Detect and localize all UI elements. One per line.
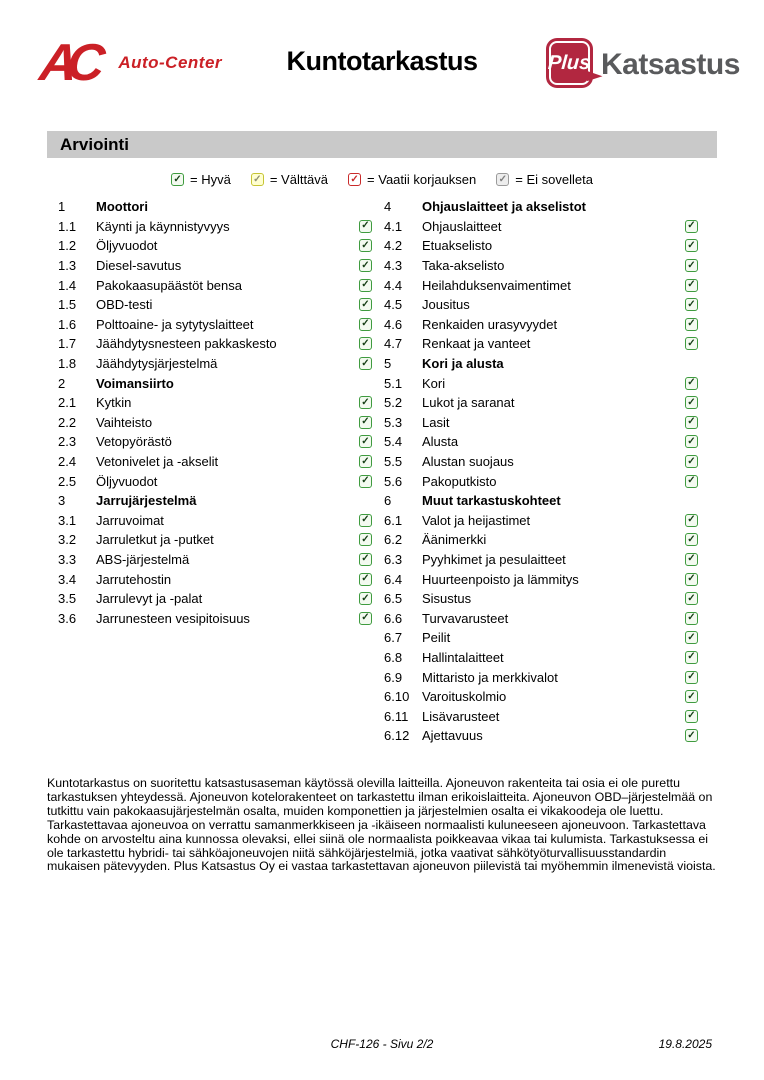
item-number: 3.4 — [58, 571, 77, 587]
item-label: Renkaiden urasyvyydet — [422, 316, 558, 332]
footer-page-number: CHF-126 - Sivu 2/2 — [330, 1037, 434, 1051]
item-number: 5.1 — [384, 375, 403, 391]
checklist-item-row — [58, 550, 372, 570]
item-label: Ohjauslaitteet — [422, 218, 502, 234]
status-cell — [684, 435, 698, 448]
status-cell — [358, 435, 372, 448]
item-number: 2 — [58, 375, 66, 391]
checklist-section-row — [384, 197, 698, 217]
status-cell — [684, 729, 698, 742]
status-cell — [358, 279, 372, 292]
checkbox-hyva-icon: ✓ — [359, 435, 372, 448]
ac-monogram-icon: AC — [36, 34, 98, 92]
item-label: Pakokaasupäästöt bensa — [96, 277, 242, 293]
checklist-item-row — [384, 550, 698, 570]
status-cell — [684, 514, 698, 527]
checklist-section-row — [58, 491, 372, 511]
item-label: Hallintalaitteet — [422, 649, 504, 665]
checklist-item-row — [384, 236, 698, 256]
item-label: Jousitus — [422, 297, 470, 313]
item-label: Ohjauslaitteet ja akselistot — [422, 199, 587, 215]
item-label: Polttoaine- ja sytytyslaitteet — [96, 316, 254, 332]
checklist-item-row — [384, 706, 698, 726]
checkbox-hyva-icon: ✓ — [359, 612, 372, 625]
checklist-item-row — [384, 256, 698, 276]
status-cell — [358, 416, 372, 429]
checklist-item-row — [58, 217, 372, 237]
item-number: 6.10 — [384, 689, 410, 705]
section-title: Arviointi — [60, 134, 129, 154]
item-label: Heilahduksenvaimentimet — [422, 277, 571, 293]
item-label: Pakoputkisto — [422, 473, 497, 489]
checklist-item-row — [58, 236, 372, 256]
item-label: Jarrujärjestelmä — [96, 493, 197, 509]
item-label: Diesel-savutus — [96, 258, 182, 274]
checklist-item-row — [384, 373, 698, 393]
checkbox-hyva-icon: ✓ — [685, 337, 698, 350]
checkbox-hyva-icon: ✓ — [685, 533, 698, 546]
status-cell — [358, 298, 372, 311]
checkbox-hyva-icon: ✓ — [685, 239, 698, 252]
checkbox-hyva-icon: ✓ — [685, 612, 698, 625]
item-label: Käynti ja käynnistyvyys — [96, 218, 230, 234]
item-number: 6.5 — [384, 591, 403, 607]
checkbox-hyva-icon: ✓ — [685, 573, 698, 586]
checkbox-hyva-icon: ✓ — [685, 416, 698, 429]
checklist-section-row — [384, 354, 698, 374]
checkbox-hyva-icon: ✓ — [171, 173, 184, 186]
status-cell — [684, 220, 698, 233]
status-cell — [684, 259, 698, 272]
checklist-item-row — [58, 413, 372, 433]
checklist-item-row — [58, 315, 372, 335]
checklist-item-row — [58, 471, 372, 491]
item-number: 4.7 — [384, 336, 403, 352]
checklist-item-row — [58, 354, 372, 374]
status-cell — [358, 239, 372, 252]
checkbox-hyva-icon: ✓ — [359, 259, 372, 272]
status-cell — [684, 710, 698, 723]
legend — [0, 172, 764, 187]
checklist-item-row — [384, 315, 698, 335]
legend-item-valttava — [251, 172, 328, 187]
item-label: Muut tarkastuskohteet — [422, 493, 561, 509]
checkbox-hyva-icon: ✓ — [359, 298, 372, 311]
item-label: Valot ja heijastimet — [422, 512, 531, 528]
item-number: 4.2 — [384, 238, 403, 254]
item-number: 1.8 — [58, 356, 77, 372]
item-label: Kytkin — [96, 395, 132, 411]
item-number: 1.2 — [58, 238, 77, 254]
item-label: Sisustus — [422, 591, 472, 607]
item-number: 6.7 — [384, 630, 403, 646]
item-number: 3.5 — [58, 591, 77, 607]
status-cell — [684, 396, 698, 409]
item-number: 2.5 — [58, 473, 77, 489]
checklist-item-row — [58, 452, 372, 472]
status-cell — [684, 298, 698, 311]
checklist-item-row — [58, 589, 372, 609]
legend-label-ei-sovelleta: = Ei sovelleta — [515, 172, 593, 187]
item-number: 1.5 — [58, 297, 77, 313]
status-cell — [684, 651, 698, 664]
item-label: ABS-järjestelmä — [96, 551, 190, 567]
checklist-section-row — [58, 197, 372, 217]
item-number: 4.4 — [384, 277, 403, 293]
status-cell — [358, 455, 372, 468]
item-number: 3 — [58, 493, 66, 509]
status-cell — [358, 220, 372, 233]
item-number: 6.3 — [384, 551, 403, 567]
checkbox-hyva-icon: ✓ — [685, 259, 698, 272]
checklist-item-row — [58, 256, 372, 276]
checklist-item-row — [384, 648, 698, 668]
plus-logo-text: Plus — [547, 51, 592, 74]
item-number: 6.12 — [384, 728, 410, 744]
checklist-item-row — [58, 569, 372, 589]
item-number: 5.3 — [384, 414, 403, 430]
status-cell — [684, 318, 698, 331]
status-cell — [358, 533, 372, 546]
item-label: Alusta — [422, 434, 459, 450]
item-label: Vetopyörästö — [96, 434, 172, 450]
item-label: Vetonivelet ja -akselit — [96, 454, 219, 470]
checkbox-hyva-icon: ✓ — [685, 710, 698, 723]
status-cell — [684, 553, 698, 566]
checkbox-hyva-icon: ✓ — [685, 435, 698, 448]
item-number: 4.3 — [384, 258, 403, 274]
item-label: Mittaristo ja merkkivalot — [422, 669, 558, 685]
item-number: 5.6 — [384, 473, 403, 489]
item-label: Lasit — [422, 414, 450, 430]
checkbox-hyva-icon: ✓ — [685, 690, 698, 703]
checklist-item-row — [384, 667, 698, 687]
checkbox-hyva-icon: ✓ — [359, 514, 372, 527]
checkbox-hyva-icon: ✓ — [359, 279, 372, 292]
legend-label-valttava: = Välttävä — [269, 172, 329, 187]
item-number: 1 — [58, 199, 66, 215]
item-label: Kori ja alusta — [422, 356, 504, 372]
checkbox-hyva-icon: ✓ — [685, 279, 698, 292]
item-number: 1.1 — [58, 218, 77, 234]
item-label: Jarrulevyt ja -palat — [96, 591, 203, 607]
status-cell — [358, 592, 372, 605]
item-label: Etuakselisto — [422, 238, 493, 254]
checkbox-hyva-icon: ✓ — [359, 592, 372, 605]
checkbox-hyva-icon: ✓ — [685, 475, 698, 488]
item-number: 6.1 — [384, 512, 403, 528]
item-label: Äänimerkki — [422, 532, 487, 548]
legend-item-ei-sovelleta — [496, 172, 593, 187]
item-label: OBD-testi — [96, 297, 153, 313]
checkbox-hyva-icon: ✓ — [359, 533, 372, 546]
status-cell — [358, 357, 372, 370]
status-cell — [684, 533, 698, 546]
checklist-item-row — [58, 511, 372, 531]
item-number: 3.6 — [58, 610, 77, 626]
item-number: 6.9 — [384, 669, 403, 685]
status-cell — [358, 553, 372, 566]
status-cell — [358, 396, 372, 409]
checklist-section-row — [58, 373, 372, 393]
checklist-item-row — [58, 295, 372, 315]
item-number: 1.7 — [58, 336, 77, 352]
section-header-bar — [47, 131, 717, 158]
checklist-item-row — [384, 569, 698, 589]
item-number: 6.11 — [384, 708, 409, 724]
checkbox-hyva-icon: ✓ — [359, 455, 372, 468]
item-number: 2.3 — [58, 434, 77, 450]
item-label: Kori — [422, 375, 446, 391]
checkbox-ei-sovelleta-icon: ✓ — [496, 173, 509, 186]
plus-katsastus-badge-icon — [546, 38, 593, 88]
item-number: 2.1 — [58, 395, 77, 411]
item-number: 5.4 — [384, 434, 403, 450]
checkbox-valttava-icon: ✓ — [251, 173, 264, 186]
status-cell — [684, 239, 698, 252]
item-number: 6.8 — [384, 649, 403, 665]
status-cell — [684, 279, 698, 292]
checklist-right-column — [384, 197, 698, 746]
checkbox-hyva-icon: ✓ — [359, 553, 372, 566]
checklist-item-row — [384, 726, 698, 746]
checklist-item-row — [58, 334, 372, 354]
item-number: 6.4 — [384, 571, 403, 587]
item-number: 4 — [384, 199, 392, 215]
item-label: Lukot ja saranat — [422, 395, 515, 411]
status-cell — [358, 475, 372, 488]
checklist-item-row — [384, 608, 698, 628]
disclaimer-text: Kuntotarkastus on suoritettu katsastusaseman käytössä olevilla laitteilla. Ajoneuvon rakenteita tai osia ei ole purettu tarkastuksen yhteydessä. Ajoneuvon kotelorakenteet on tarkastettu ilman erikoislaitteita. Ajoneuvon OBD–järjestelmää on tutkittu vain pakokaasujärjestelmän osalta, muiden komponettien ja järjestelmien osalta ei vikakoodeja ole luettu. Tarkastettavaa ajoneuvoa on verrattu samanmerkkiseen ja -ikäiseen normaalisti kuluneeseen ajoneuvoon. Tarkastettava kohde on arvosteltu aina kunnossa olevaksi, ellei siinä ole normaalista poikkeavaa vikaa tai kulumista. Tarkastuksessa ei ole tarkastettu hybridi- tai sähköajoneuvojen niitä sähköjärjestelmiä, jotka vaativat sähkötyöturvallisuusstandardin mukaisen pätevyyden. Plus Katsastus Oy ei vastaa tarkastettavan ajoneuvon piilevistä tai myöhemmin ilmenevistä vioista. — [47, 776, 716, 874]
checklist-item-row — [58, 608, 372, 628]
item-label: Öljyvuodot — [96, 473, 158, 489]
item-label: Jarrunesteen vesipitoisuus — [96, 610, 250, 626]
item-label: Öljyvuodot — [96, 238, 158, 254]
checkbox-hyva-icon: ✓ — [359, 475, 372, 488]
checklist-item-row — [384, 393, 698, 413]
status-cell — [684, 671, 698, 684]
page-title: Kuntotarkastus — [286, 46, 478, 76]
checklist-item-row — [384, 471, 698, 491]
checkbox-hyva-icon: ✓ — [359, 357, 372, 370]
checklist-item-row — [384, 511, 698, 531]
legend-item-vaatii-korjauksen — [348, 172, 476, 187]
status-cell — [358, 318, 372, 331]
checklist-left-column — [58, 197, 372, 628]
auto-center-logo-text: Auto-Center — [118, 53, 223, 72]
checkbox-hyva-icon: ✓ — [359, 318, 372, 331]
item-number: 3.3 — [58, 551, 77, 567]
item-number: 4.5 — [384, 297, 403, 313]
checkbox-hyva-icon: ✓ — [359, 220, 372, 233]
status-cell — [684, 416, 698, 429]
checkbox-hyva-icon: ✓ — [685, 553, 698, 566]
checkbox-hyva-icon: ✓ — [359, 396, 372, 409]
item-label: Turvavarusteet — [422, 610, 509, 626]
checklist-item-row — [384, 217, 698, 237]
item-number: 1.6 — [58, 316, 77, 332]
item-label: Taka-akselisto — [422, 258, 505, 274]
checklist-item-row — [384, 452, 698, 472]
checkbox-hyva-icon: ✓ — [359, 337, 372, 350]
item-number: 4.6 — [384, 316, 403, 332]
status-cell — [684, 690, 698, 703]
checkbox-hyva-icon: ✓ — [685, 377, 698, 390]
checkbox-hyva-icon: ✓ — [685, 220, 698, 233]
item-label: Ajettavuus — [422, 728, 483, 744]
checklist-item-row — [384, 295, 698, 315]
checkbox-hyva-icon: ✓ — [685, 298, 698, 311]
checkbox-hyva-icon: ✓ — [685, 631, 698, 644]
checkbox-hyva-icon: ✓ — [685, 729, 698, 742]
checkbox-hyva-icon: ✓ — [685, 455, 698, 468]
item-number: 3.1 — [58, 512, 77, 528]
item-label: Jarruletkut ja -putket — [96, 532, 214, 548]
item-number: 2.4 — [58, 454, 77, 470]
item-label: Jäähdytysjärjestelmä — [96, 356, 218, 372]
status-cell — [684, 631, 698, 644]
item-number: 2.2 — [58, 414, 77, 430]
checklist-item-row — [384, 413, 698, 433]
status-cell — [358, 514, 372, 527]
checklist-item-row — [58, 432, 372, 452]
checkbox-hyva-icon: ✓ — [359, 416, 372, 429]
item-number: 5.5 — [384, 454, 403, 470]
item-label: Alustan suojaus — [422, 454, 514, 470]
checkbox-hyva-icon: ✓ — [359, 573, 372, 586]
checkbox-hyva-icon: ✓ — [685, 396, 698, 409]
footer-date: 19.8.2025 — [658, 1037, 712, 1051]
status-cell — [684, 573, 698, 586]
item-number: 4.1 — [384, 218, 403, 234]
checklist-item-row — [384, 530, 698, 550]
checkbox-hyva-icon: ✓ — [685, 514, 698, 527]
katsastus-logo-text: Katsastus — [601, 48, 740, 81]
legend-item-hyva — [171, 172, 231, 187]
legend-label-hyva: = Hyvä — [190, 172, 231, 187]
checkbox-vaatii-korjauksen-icon: ✓ — [348, 173, 361, 186]
item-label: Lisävarusteet — [422, 708, 500, 724]
checklist-item-row — [384, 628, 698, 648]
status-cell — [358, 573, 372, 586]
checklist-item-row — [58, 275, 372, 295]
item-number: 5.2 — [384, 395, 403, 411]
checkbox-hyva-icon: ✓ — [685, 651, 698, 664]
item-number: 1.4 — [58, 277, 77, 293]
item-label: Vaihteisto — [96, 414, 153, 430]
item-label: Pyyhkimet ja pesulaitteet — [422, 551, 566, 567]
item-label: Jäähdytysnesteen pakkaskesto — [96, 336, 277, 352]
item-label: Moottori — [96, 199, 148, 215]
status-cell — [358, 337, 372, 350]
checklist-item-row — [58, 530, 372, 550]
item-label: Voimansiirto — [96, 375, 174, 391]
item-label: Jarrutehostin — [96, 571, 172, 587]
checklist-item-row — [384, 275, 698, 295]
item-label: Varoituskolmio — [422, 689, 507, 705]
status-cell — [358, 259, 372, 272]
item-number: 6.2 — [384, 532, 403, 548]
checkbox-hyva-icon: ✓ — [685, 671, 698, 684]
item-number: 6 — [384, 493, 392, 509]
item-label: Huurteenpoisto ja lämmitys — [422, 571, 579, 587]
status-cell — [684, 455, 698, 468]
checkbox-hyva-icon: ✓ — [685, 318, 698, 331]
item-label: Renkaat ja vanteet — [422, 336, 531, 352]
checklist-item-row — [384, 687, 698, 707]
status-cell — [684, 377, 698, 390]
status-cell — [684, 337, 698, 350]
checklist-item-row — [384, 334, 698, 354]
item-number: 1.3 — [58, 258, 77, 274]
checkbox-hyva-icon: ✓ — [685, 592, 698, 605]
checkbox-hyva-icon: ✓ — [359, 239, 372, 252]
checklist-section-row — [384, 491, 698, 511]
item-label: Peilit — [422, 630, 451, 646]
legend-label-vaatii-korjauksen: = Vaatii korjauksen — [367, 172, 477, 187]
status-cell — [684, 612, 698, 625]
item-number: 5 — [384, 356, 392, 372]
status-cell — [684, 592, 698, 605]
item-number: 6.6 — [384, 610, 403, 626]
status-cell — [358, 612, 372, 625]
checklist-item-row — [384, 589, 698, 609]
status-cell — [684, 475, 698, 488]
item-label: Jarruvoimat — [96, 512, 164, 528]
checklist-item-row — [384, 432, 698, 452]
item-number: 3.2 — [58, 532, 77, 548]
checklist-item-row — [58, 393, 372, 413]
